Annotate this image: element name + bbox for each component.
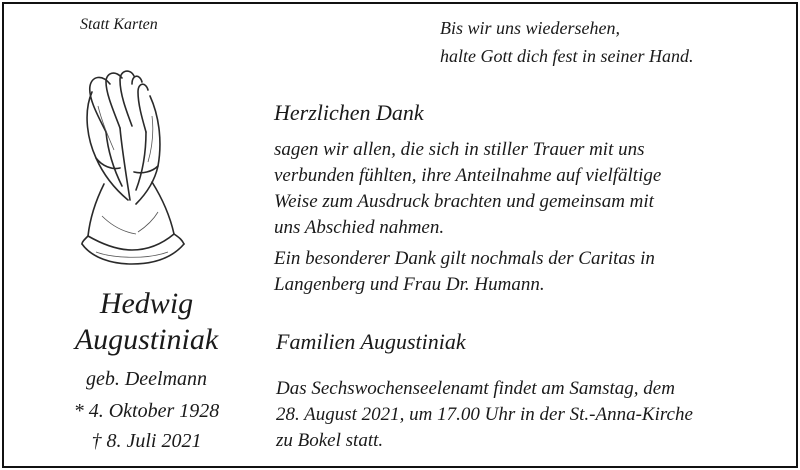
family-signature: Familien Augustiniak [276,329,466,354]
text-line: Langenberg und Frau Dr. Humann. [274,274,545,295]
text-line: uns Abschied nahmen. [274,217,445,238]
first-name: Hedwig [99,287,194,320]
last-name: Augustiniak [74,323,219,356]
text-line: Ein besonderer Dank gilt nochmals der Caritas in [274,248,655,269]
header-note: Statt Karten [80,16,158,33]
text-line: sagen wir allen, die sich in stiller Trauer mit uns [274,139,645,160]
birth-name: geb. Deelmann [85,368,208,390]
motto-verse [440,14,780,70]
deceased-name [44,286,249,358]
thanks-paragraph [274,137,779,241]
text-line: verbunden fühlten, ihre Anteilnahme auf vielfältige [274,165,662,186]
memorial-mass-info [276,376,781,454]
praying-hands-icon [62,66,202,266]
motto-line: Bis wir uns wiedersehen, [440,18,620,38]
obituary-notice [2,2,798,468]
motto-line: halte Gott dich fest in seiner Hand. [440,46,694,66]
text-line: 28. August 2021, um 17.00 Uhr in der St.-Anna-Kirche [276,404,693,425]
text-line: Das Sechswochenseelenamt findet am Samstag, dem [276,378,675,399]
death-date: † 8. Juli 2021 [91,430,202,452]
text-line: zu Bokel statt. [276,430,384,451]
special-thanks-paragraph [274,246,779,298]
text-line: Weise zum Ausdruck brachten und gemeinsam mit [274,191,654,212]
birth-date: * 4. Oktober 1928 [73,400,220,422]
thanks-title: Herzlichen Dank [274,100,424,125]
